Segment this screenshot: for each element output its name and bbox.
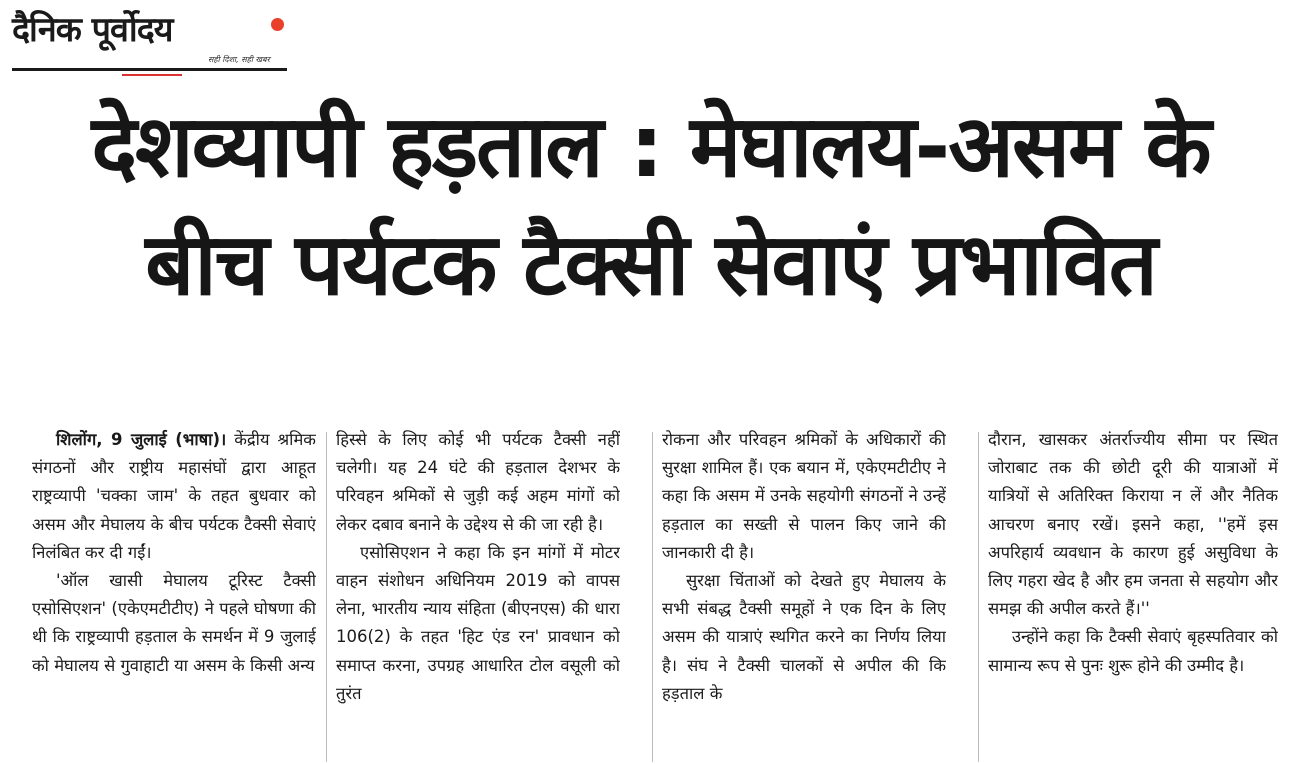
masthead-tagline: सही दिशा, सही खबर [208,55,270,64]
article-paragraph: दौरान, खासकर अंतर्राज्यीय सीमा पर स्थित जोराबाट तक की छोटी दूरी की यात्राओं में यात्रियों से अतिरिक्त किराया न लें और नैतिक आचरण बनाए रखें। इसने कहा, ''हमें इस अपरिहार्य व्यवधान के कारण हुई असुविधा के लिए गहरा खेद है और हम जनता से सहयोग और समझ की अपील करते हैं।'' [988,430,1278,619]
column-divider [978,432,979,762]
article-paragraph: उन्होंने कहा कि टैक्सी सेवाएं बृहस्पतिवार को सामान्य रूप से पुनः शुरू होने की उम्मीद है। [988,627,1278,675]
headline [0,88,1301,324]
article-column-1 [32,426,316,764]
paragraph-text: केंद्रीय श्रमिक संगठनों और राष्ट्रीय महासंघों द्वारा आहूत राष्ट्रव्यापी 'चक्का जाम' के तहत बुधवार को असम और मेघालय के बीच पर्यटक टैक्सी सेवाएं निलंबित कर दी गईं। [32,430,316,562]
article-paragraph: 'ऑल खासी मेघालय टूरिस्ट टैक्सी एसोसिएशन' (एकेएमटीटीए) ने पहले घोषणा की थी कि राष्ट्रव्यापी हड़ताल के समर्थन में 9 जुलाई को मेघालय से गुवाहाटी या असम के किसी अन्य [32,571,316,675]
article-column-2 [336,426,620,764]
article-paragraph: एसोसिएशन ने कहा कि इन मांगों में मोटर वाहन संशोधन अधिनियम 2019 को वापस लेना, भारतीय न्याय संहिता (बीएनएस) की धारा 106(2) के तहत 'हिट एंड रन' प्रावधान को समाप्त करना, उपग्रह आधारित टोल वसूली को तुरंत [336,542,620,703]
dateline: शिलोंग, 9 जुलाई (भाषा)। [56,430,227,449]
article-column-4 [988,426,1278,764]
masthead-rule [12,68,287,71]
column-divider [652,432,653,762]
masthead-accent-line [122,74,182,76]
column-divider [326,432,327,762]
article-paragraph: हिस्से के लिए कोई भी पर्यटक टैक्सी नहीं चलेगी। यह 24 घंटे की हड़ताल देशभर के परिवहन श्रमिकों से जुड़ी कई अहम मांगों को लेकर दबाव बनाने के उद्देश्य से की जा रही है। [336,430,620,534]
article-paragraph: रोकना और परिवहन श्रमिकों के अधिकारों की सुरक्षा शामिल हैं। एक बयान में, एकेएमटीटीए ने कहा कि असम में उनके सहयोगी संगठनों ने उन्हें हड़ताल का सख्ती से पालन किए जाने की जानकारी दी है। [662,430,946,562]
article-column-3 [662,426,946,764]
masthead [12,8,287,72]
headline-line-1: देशव्यापी हड़ताल : मेघालय-असम के [91,97,1210,197]
headline-line-2: बीच पर्यटक टैक्सी सेवाएं प्रभावित [145,215,1156,315]
masthead-logo-text: दैनिक पूर्वोदय [12,10,173,50]
masthead-accent-dot [271,18,284,31]
article-paragraph [32,426,316,567]
article-body [32,426,1300,764]
article-paragraph: सुरक्षा चिंताओं को देखते हुए मेघालय के सभी संबद्ध टैक्सी समूहों ने एक दिन के लिए असम की यात्राएं स्थगित करने का निर्णय लिया है। संघ ने टैक्सी चालकों से अपील की कि हड़ताल के [662,571,946,703]
